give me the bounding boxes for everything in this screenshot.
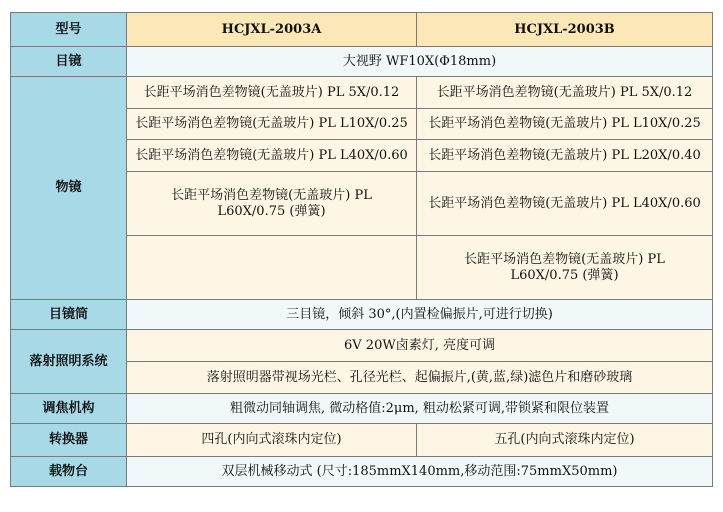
illumination-row-1 <box>11 330 713 362</box>
objective-b-5 <box>417 236 713 300</box>
spec-table <box>10 12 713 487</box>
converter-b: 五孔(内向式滚珠内定位) <box>417 424 713 457</box>
header-row <box>11 13 713 47</box>
objective-a-4-line2: L60X/0.75 (弹簧) <box>217 203 326 219</box>
objective-b-2: 长距平场消色差物镜(无盖玻片) PL L10X/0.25 <box>417 109 713 140</box>
objective-row-1 <box>11 77 713 109</box>
objective-b-5-line1: 长距平场消色差物镜(无盖玻片) PL <box>464 251 665 267</box>
model-label: 型号 <box>11 13 127 47</box>
model-a-header: HCJXL-2003A <box>127 13 417 47</box>
focusing-row <box>11 394 713 424</box>
objective-b-5-line2: L60X/0.75 (弹簧) <box>510 267 619 283</box>
stage-label: 载物台 <box>11 457 127 487</box>
eyepiece-tube-row <box>11 300 713 330</box>
model-b-header: HCJXL-2003B <box>417 13 713 47</box>
objective-a-1: 长距平场消色差物镜(无盖玻片) PL 5X/0.12 <box>127 77 417 109</box>
stage-value: 双层机械移动式 (尺寸:185mmX140mm,移动范围:75mmX50mm) <box>127 457 713 487</box>
eyepiece-label: 目镜 <box>11 47 127 77</box>
objective-a-4-line1: 长距平场消色差物镜(无盖玻片) PL <box>171 187 372 203</box>
focusing-label: 调焦机构 <box>11 394 127 424</box>
converter-label: 转换器 <box>11 424 127 457</box>
illumination-line1: 6V 20W卤素灯, 亮度可调 <box>127 330 713 362</box>
stage-row <box>11 457 713 487</box>
eyepiece-tube-label: 目镜筒 <box>11 300 127 330</box>
objective-b-1: 长距平场消色差物镜(无盖玻片) PL 5X/0.12 <box>417 77 713 109</box>
converter-a: 四孔(内向式滚珠内定位) <box>127 424 417 457</box>
eyepiece-value: 大视野 WF10X(Φ18mm) <box>127 47 713 77</box>
focusing-value: 粗微动同轴调焦, 微动格值:2μm, 粗动松紧可调,带锁紧和限位装置 <box>127 394 713 424</box>
eyepiece-tube-value: 三目镜，倾斜 30°,(内置检偏振片,可进行切换) <box>127 300 713 330</box>
objective-a-empty <box>127 236 417 300</box>
objective-b-4: 长距平场消色差物镜(无盖玻片) PL L40X/0.60 <box>417 172 713 236</box>
objective-a-2: 长距平场消色差物镜(无盖玻片) PL L10X/0.25 <box>127 109 417 140</box>
objective-b-3: 长距平场消色差物镜(无盖玻片) PL L20X/0.40 <box>417 140 713 172</box>
illumination-line2: 落射照明器带视场光栏、孔径光栏、起偏振片,(黄,蓝,绿)滤色片和磨砂玻璃 <box>127 362 713 394</box>
objective-a-4 <box>127 172 417 236</box>
converter-row <box>11 424 713 457</box>
eyepiece-row <box>11 47 713 77</box>
objective-a-3: 长距平场消色差物镜(无盖玻片) PL L40X/0.60 <box>127 140 417 172</box>
illumination-label: 落射照明系统 <box>11 330 127 394</box>
objective-label: 物镜 <box>11 77 127 300</box>
